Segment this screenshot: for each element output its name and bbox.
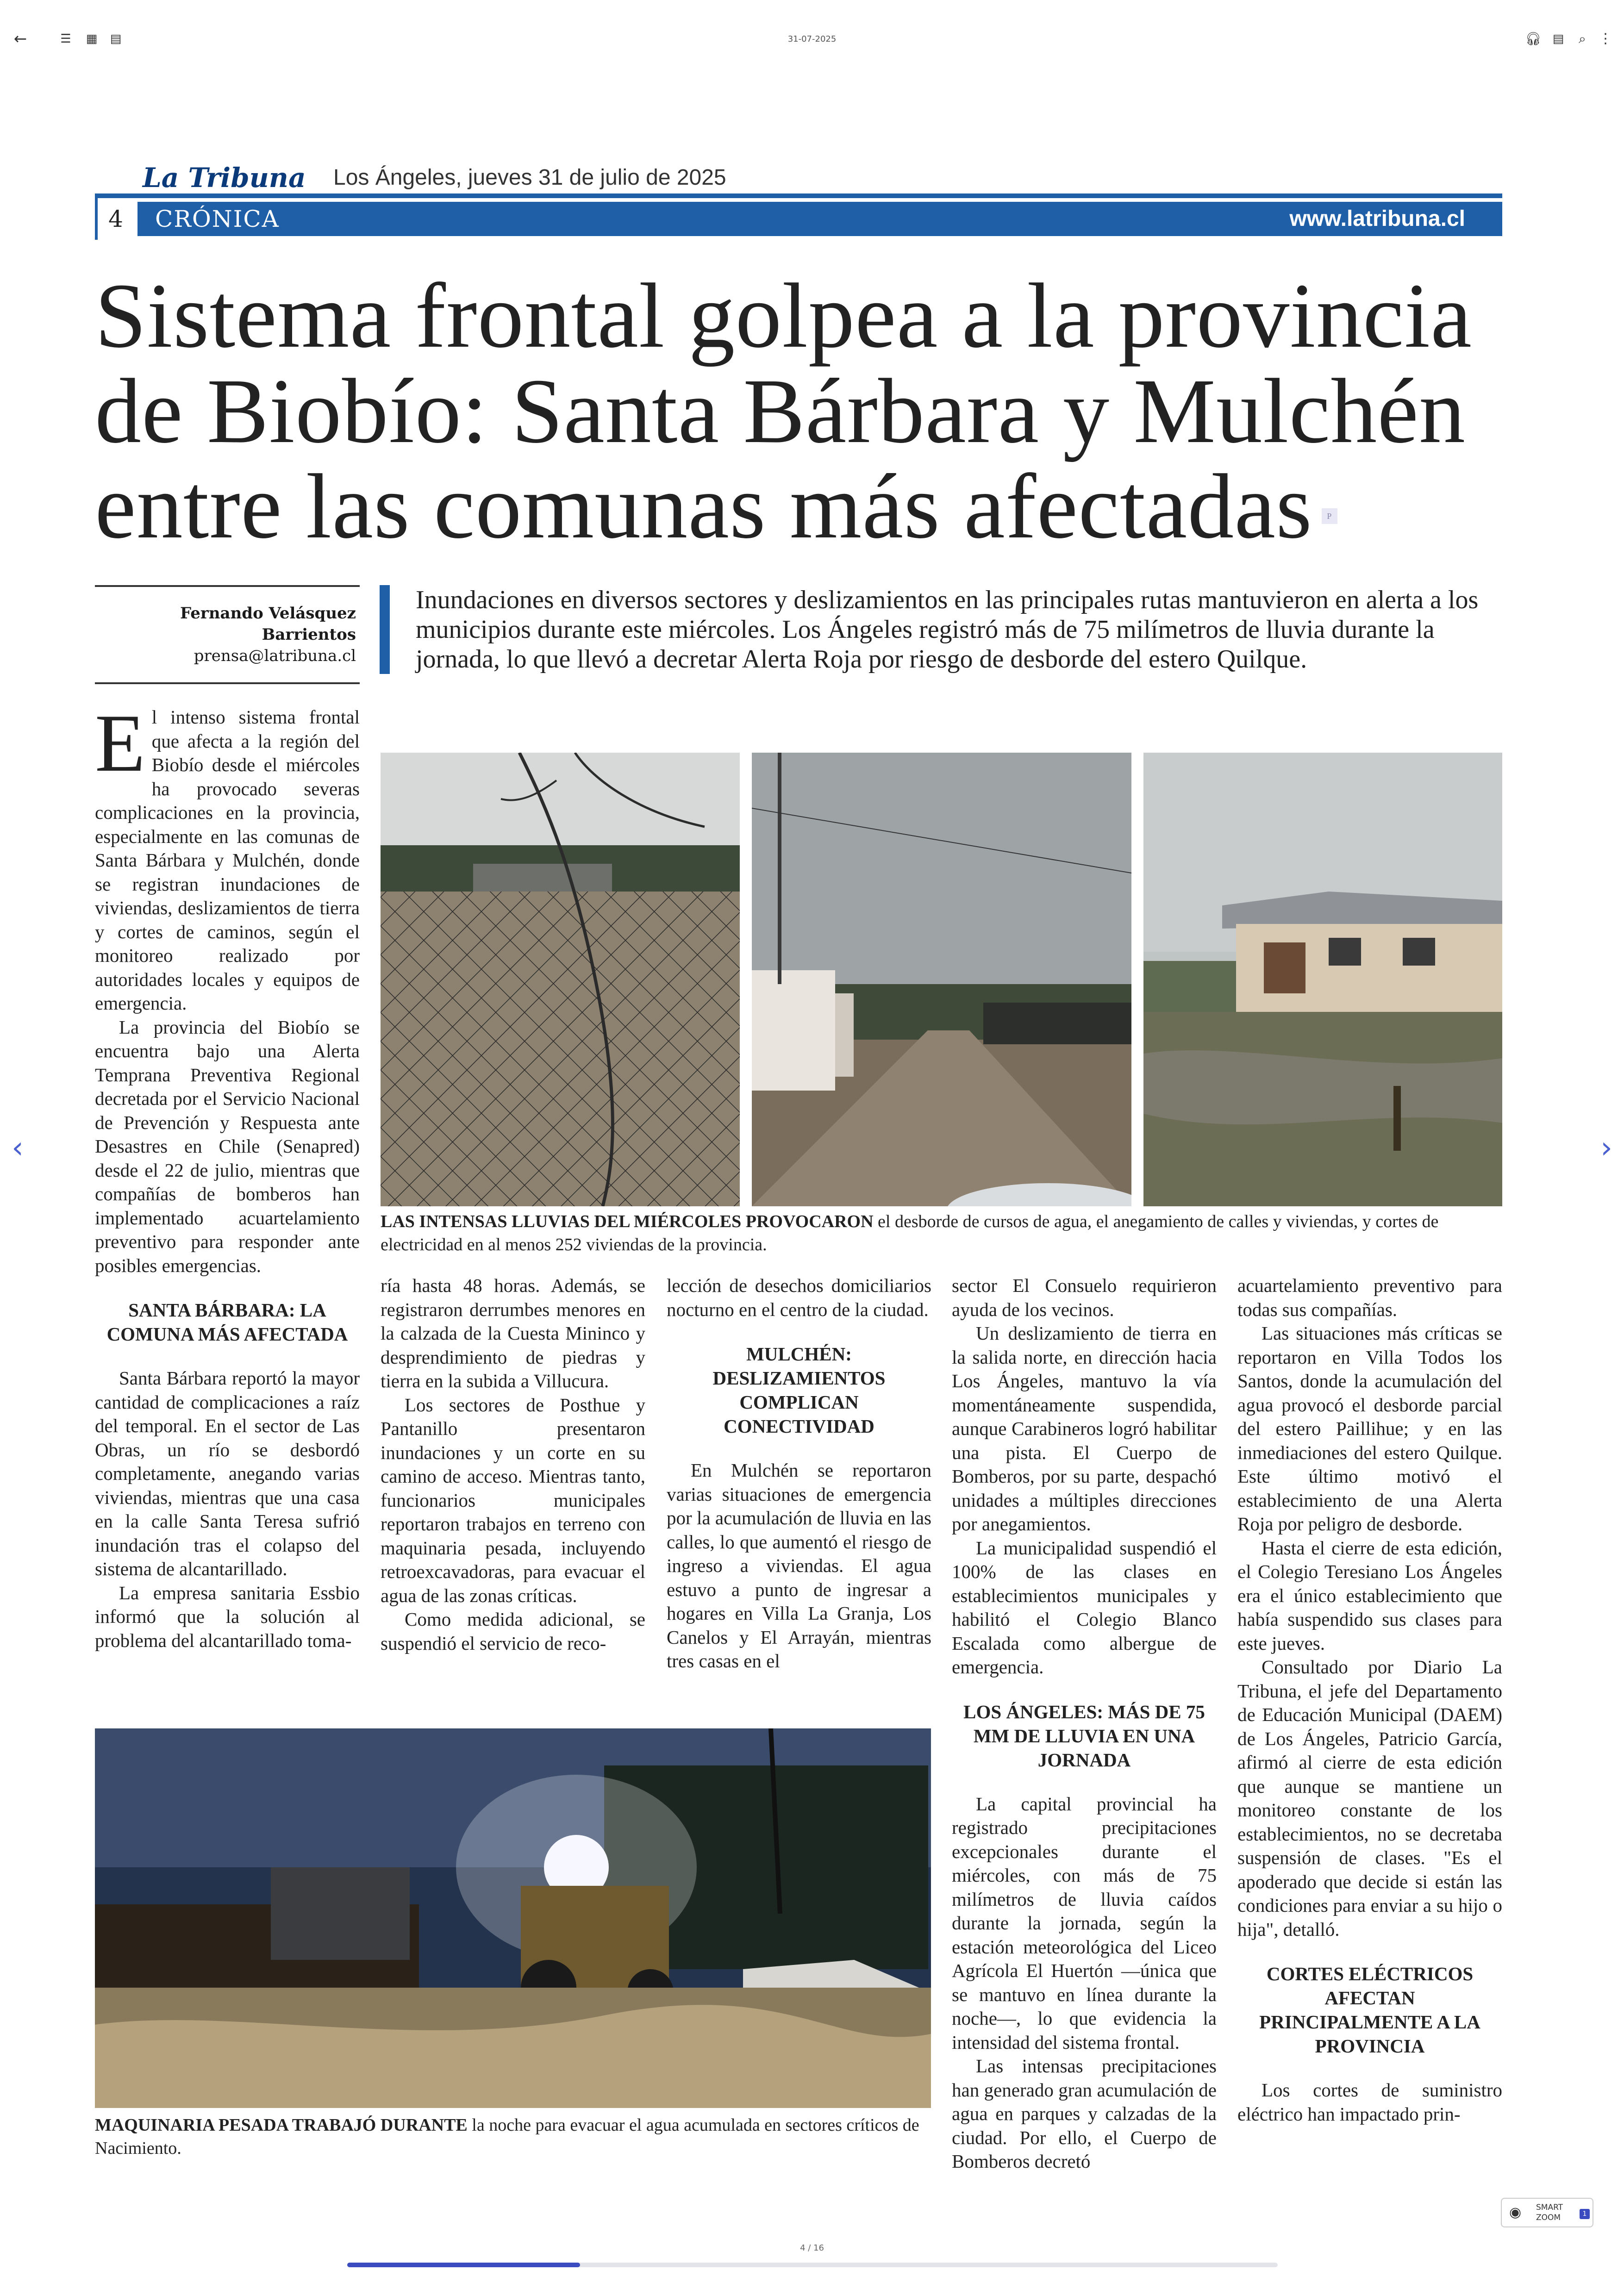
info-icon[interactable]: P (1322, 508, 1337, 524)
search-icon[interactable]: ⌕ (1579, 31, 1586, 46)
edition-date: 31-07-2025 (787, 34, 837, 44)
article-column-3 (667, 1274, 931, 1673)
paragraph: En Mulchén se reportaron varias situaciones de emergencia por la acumulación de lluvia en las calles, lo que aumentó el riesgo de ingreso a viviendas. El agua estuvo a punto de ingresar a hogares en Villa La Granja, Los Canelos y El Arrayán, mientras tres casas en el (667, 1459, 931, 1671)
drop-cap: E (95, 697, 145, 789)
photo-flooded-house[interactable] (1143, 753, 1502, 1206)
paragraph: Santa Bárbara reportó la mayor cantidad de complicaciones a raíz del temporal. En el sector de Las Obras, un río se desbordó completamente, anegando varias viviendas, mientras que una casa en la calle Santa Teresa sufrió inundación tras el colapso del sistema de alcantarillado. (95, 1367, 360, 1579)
article-icon[interactable]: ▤ (1552, 32, 1564, 46)
photo-flooded-field-fence[interactable] (381, 753, 740, 1206)
article-column-4 (952, 1274, 1217, 2174)
headline-text: Sistema frontal golpea a la provincia de Biobío: Santa Bárbara y Mulchén entre las comunas más afectadas (95, 265, 1472, 558)
article-column-1 (95, 697, 360, 1653)
paragraph: La municipalidad suspendió el 100% de las clases en establecimientos municipales y habilitó el Colegio Blanco Escalada como albergue de emergencia. (952, 1537, 1217, 1678)
page-indicator: 4 / 16 (800, 2243, 824, 2253)
article-lead: Inundaciones en diversos sectores y deslizamientos en las principales rutas mantuvieron en alerta a los municipios durante este miércoles. Los Ángeles registró más de 75 milímetros de lluvia durante la jornada, lo que llevó a decretar Alerta Roja por riesgo de desborde del estero Quilque. (380, 585, 1502, 674)
reading-progress-bar[interactable] (347, 2263, 1278, 2267)
paragraph: La capital provincial ha registrado precipitaciones excepcionales durante el miércoles, con más de 75 milímetros de lluvia caídos durante la jornada, según la estación meteorológica del Liceo Agrícola El Huertón —única que se mantuvo en línea durante la noche—, lo que evidencia la intensidad del sistema frontal. (952, 1793, 1217, 2053)
article-column-2 (381, 1274, 645, 1655)
progress-fill (347, 2263, 580, 2267)
photo-caption-top (381, 1210, 1503, 1256)
chevron-left-icon[interactable]: ‹ (12, 1131, 24, 1165)
photo-flooded-street[interactable] (752, 753, 1131, 1206)
paragraph: ría hasta 48 horas. Además, se registraron derrumbes menores en la calzada de la Cuesta Mininco y desprendimiento de piedras y tierra en la subida a Villucura. (381, 1275, 645, 1391)
paragraph: Las intensas precipitaciones han generado gran acumulación de agua en parques y calzadas de la ciudad. Por ello, el Cuerpo de Bomberos decretó (952, 2055, 1217, 2172)
page-icon[interactable]: ▤ (110, 32, 122, 46)
subheading: LOS ÁNGELES: MÁS DE 75 MM DE LLUVIA EN UNA JORNADA (963, 1701, 1205, 1771)
paragraph: sector El Consuelo requirieron ayuda de los vecinos. (952, 1275, 1217, 1320)
paragraph: La provincia del Biobío se encuentra bajo una Alerta Temprana Preventiva Regional decretada por el Servicio Nacional de Prevención y Respuesta ante Desastres en Chile (Senapred) desde el 22 de julio, mientras que compañías de bomberos han implementado acuartelamiento preventivo para responder ante posibles emergencias. (95, 1016, 360, 1276)
paragraph: acuartelamiento preventivo para todas sus compañías. (1237, 1275, 1502, 1320)
paragraph: La empresa sanitaria Essbio informó que la solución al problema del alcantarillado toma- (95, 1582, 360, 1651)
dateline: Los Ángeles, jueves 31 de julio de 2025 (333, 165, 726, 190)
section-name: CRÓNICA (155, 206, 280, 232)
viewer-toolbar (0, 0, 1624, 83)
paragraph: lección de desechos domiciliarios nocturno en el centro de la ciudad. (667, 1275, 931, 1320)
caption-lead-in: MAQUINARIA PESADA TRABAJÓ DURANTE (95, 2115, 468, 2135)
page-number: 4 (95, 198, 134, 240)
masthead-logo: La Tribuna (143, 162, 306, 193)
smart-zoom-label: SMART ZOOM (1536, 2203, 1563, 2222)
list-icon[interactable]: ☰ (60, 32, 71, 46)
paragraph: Los sectores de Posthue y Pantanillo presentaron inundaciones y un corte en su camino de acceso. Mientras tanto, funcionarios municipales reportaron trabajos en terreno con maquinaria pesada, incluyendo retroexcavadoras, para evacuar el agua de las zonas críticas. (381, 1394, 645, 1606)
grid-icon[interactable]: ▦ (86, 32, 98, 46)
paragraph: Los cortes de suministro eléctrico han impactado prin- (1237, 2079, 1502, 2125)
paragraph: Hasta el cierre de esta edición, el Colegio Teresiano Los Ángeles era el único establecimiento que había suspendido sus clases para este jueves. (1237, 1537, 1502, 1654)
article-column-5 (1237, 1274, 1502, 2126)
paragraph: Consultado por Diario La Tribuna, el jefe del Departamento de Educación Municipal (DAEM) de Los Ángeles, Patricio García, afirmó al cierre de esta edición que aunque se mantiene un monitoreo constante de los establecimientos, no se decretaba suspensión de clases. "Es el apoderado que decide si están las condiciones para enviar a su hijo o hija", detalló. (1237, 1656, 1502, 1940)
chevron-right-icon[interactable]: › (1600, 1131, 1612, 1165)
more-vertical-icon[interactable]: ⋮ (1599, 31, 1612, 47)
byline (95, 585, 360, 684)
caption-body: el desborde de cursos de agua, el anegamiento de calles y viviendas, y cortes de electricidad en al menos 252 viviendas de la provincia. (381, 1212, 1439, 1254)
article-headline (95, 265, 1502, 558)
back-arrow-icon[interactable]: ← (13, 30, 27, 48)
author-email: prensa@latribuna.cl (194, 647, 356, 665)
photo-caption-bottom (95, 2114, 931, 2160)
headphones-icon[interactable]: 🎧︎ (1525, 31, 1542, 46)
section-rule (95, 193, 1502, 198)
smart-zoom-badge: 1 (1580, 2209, 1590, 2219)
subheading: CORTES ELÉCTRICOS AFECTAN PRINCIPALMENTE A LA PROVINCIA (1259, 1963, 1480, 2057)
smart-zoom-button[interactable] (1501, 2198, 1593, 2227)
photo-machinery-night[interactable] (95, 1728, 931, 2108)
subheading: MULCHÉN: DESLIZAMIENTOS COMPLICAN CONECTIVIDAD (712, 1343, 886, 1437)
section-bar (95, 193, 1502, 240)
paragraph: l intenso sistema frontal que afecta a la región del Biobío desde el miércoles ha provocado severas complicaciones en la provincia, especialmente en las comunas de Santa Bárbara y Mulchén, donde se registran inundaciones de viviendas, deslizamientos de tierra y cortes de caminos, según el monitoreo realizado por autoridades locales y equipos de emergencia. (95, 706, 360, 1014)
caption-lead-in: LAS INTENSAS LLUVIAS DEL MIÉRCOLES PROVOCARON (381, 1212, 874, 1231)
caption-body: la noche para evacuar el agua acumulada en sectores críticos de Nacimiento. (95, 2115, 919, 2158)
subheading: SANTA BÁRBARA: LA COMUNA MÁS AFECTADA (106, 1299, 348, 1345)
paragraph: Las situaciones más críticas se reportaron en Villa Todos los Santos, donde la acumulación del agua provocó el desborde parcial del estero Paillihue; y en las inmediaciones del estero Quilque. Este último motivó el establecimiento de una Alerta Roja por peligro de desborde. (1237, 1322, 1502, 1534)
paragraph: Como medida adicional, se suspendió el servicio de reco- (381, 1609, 645, 1654)
website-url[interactable]: www.latribuna.cl (1289, 206, 1465, 231)
paragraph: Un deslizamiento de tierra en la salida norte, en dirección hacia Los Ángeles, mantuvo la vía momentáneamente suspendida, aunque Carabineros logró habilitar una pista. El Cuerpo de Bomberos, por su parte, despachó unidades a múltiples direcciones por anegamientos. (952, 1322, 1217, 1534)
eye-icon: ◉ (1509, 2204, 1522, 2220)
author-name: Fernando Velásquez Barrientos (180, 604, 356, 644)
